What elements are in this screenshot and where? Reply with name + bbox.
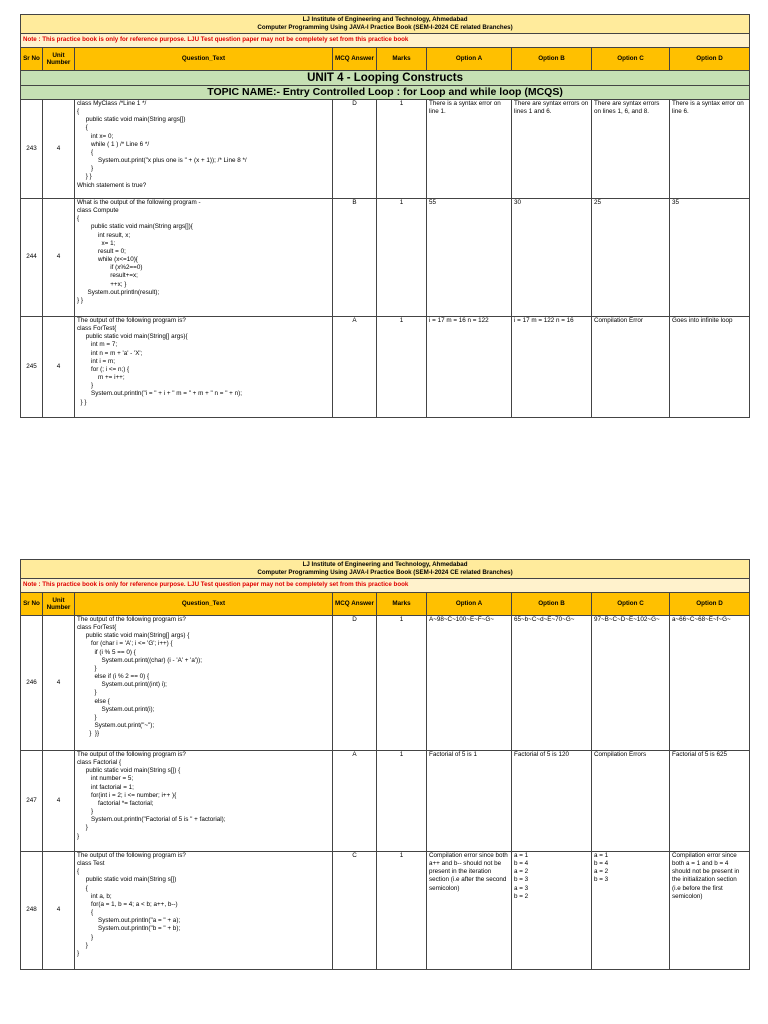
text-line: }: [77, 165, 94, 173]
text-line: System.out.println("i = " + i + " m = " + m + " n = " + n);: [77, 390, 242, 398]
text-line: System.out.print("~");: [77, 722, 155, 730]
text-line: public static void main(String s[]): [77, 876, 177, 884]
text-line: class ForTest{: [77, 325, 117, 333]
col-unit-number: Unit Number: [43, 593, 75, 616]
text-line: while ( 1 ) /* Line 6 */: [77, 140, 150, 148]
text-line: {: [77, 124, 88, 132]
text-line: for(int i = 2; i <= number; i++ ){: [77, 791, 177, 799]
text-line: for (; i <= n;) {: [77, 365, 130, 373]
text-line: System.out.println("b = " + b);: [77, 925, 181, 933]
marks: 1: [377, 616, 427, 751]
text-line: result = 0;: [77, 247, 126, 255]
text-line: {: [77, 215, 80, 223]
option-d: Compilation error since both a = 1 and b = 4 should not be present in the initialization section (i.e before the first semicolon): [670, 852, 750, 970]
text-line: for (char i = 'A'; i <= 'G'; i++) {: [77, 640, 173, 648]
question-table: [20, 14, 750, 418]
book-title: Computer Programming Using JAVA-I Practice Book (SEM-I-2024 CE related Branches): [257, 24, 513, 31]
text-line: } }: [77, 398, 87, 406]
question-text: [75, 317, 333, 418]
text-line: int number = 5;: [77, 775, 134, 783]
question-text: [75, 199, 333, 317]
text-line: }: [77, 382, 94, 390]
option-b: Factorial of 5 is 120: [512, 751, 592, 852]
option-a: i = 17 m = 16 n = 122: [427, 317, 512, 418]
option-d: Factorial of 5 is 625: [670, 751, 750, 852]
marks: 1: [377, 317, 427, 418]
marks: 1: [377, 100, 427, 199]
marks: 1: [377, 852, 427, 970]
text-line: } }: [77, 296, 83, 304]
col-option-d: Option D: [670, 593, 750, 616]
text-line: if (x%2==0): [77, 264, 143, 272]
text-line: public static void main(String args[]){: [77, 223, 193, 231]
option-d: 35: [670, 199, 750, 317]
text-line: a = 3: [514, 884, 529, 892]
disclaimer-note: Note : This practice book is only for reference purpose. LJU Test question paper may not be completely set from this practice book: [21, 34, 750, 48]
option-c: 97~B~C~D~E~102~G~: [592, 616, 670, 751]
text-line: }: [77, 824, 88, 832]
option-b: [512, 852, 592, 970]
option-d: a~66~C~68~E~f~G~: [670, 616, 750, 751]
text-line: System.out.println(result);: [77, 288, 160, 296]
institute-name: LJ Institute of Engineering and Technology, Ahmedabad: [302, 16, 468, 23]
option-b: 65~b~C~d~E~70~G~: [512, 616, 592, 751]
option-a: Compilation error since both a++ and b-- should not be present in the iteration section (i.e after the second semicolon): [427, 852, 512, 970]
text-line: factorial *= factorial;: [77, 799, 154, 807]
text-line: class Test: [77, 860, 105, 868]
text-line: int n = m + 'a' - 'X';: [77, 349, 143, 357]
unit-number: 4: [43, 852, 75, 970]
text-line: a = 1: [594, 852, 609, 859]
question-text: [75, 616, 333, 751]
sr-no: 244: [21, 199, 43, 317]
unit-number: 4: [43, 751, 75, 852]
col-option-a: Option A: [427, 48, 512, 71]
text-line: a = 1: [514, 852, 529, 859]
text-line: The output of the following program is?: [77, 852, 186, 859]
text-line: public static void main(String args[]): [77, 116, 186, 124]
text-line: public static void main(String s[]) {: [77, 767, 181, 775]
col-question-text: Question_Text: [75, 48, 333, 71]
table-row: [21, 751, 750, 852]
text-line: b = 2: [514, 892, 529, 900]
option-d: There is a syntax error on line 6.: [670, 100, 750, 199]
text-line: {: [77, 884, 88, 892]
col-option-b: Option B: [512, 593, 592, 616]
col-option-a: Option A: [427, 593, 512, 616]
option-d: Goes into infinite loop: [670, 317, 750, 418]
text-line: The output of the following program is?: [77, 317, 186, 324]
text-line: System.out.print((char) (i - 'A' + 'a'));: [77, 656, 203, 664]
text-line: }: [77, 832, 80, 840]
option-c: Compilation Errors: [592, 751, 670, 852]
marks: 1: [377, 751, 427, 852]
option-c: Compilation Error: [592, 317, 670, 418]
question-text: [75, 751, 333, 852]
text-line: } }: [77, 173, 92, 181]
option-b: 30: [512, 199, 592, 317]
text-line: }: [77, 689, 97, 697]
text-line: int x= 0;: [77, 132, 114, 140]
text-line: }: [77, 949, 80, 957]
sr-no: 248: [21, 852, 43, 970]
text-line: }: [77, 941, 88, 949]
col-unit-number: Unit Number: [43, 48, 75, 71]
col-option-d: Option D: [670, 48, 750, 71]
text-line: class Compute: [77, 207, 119, 215]
text-line: int factorial = 1;: [77, 783, 134, 791]
text-line: a = 2: [594, 868, 609, 876]
text-line: x= 1;: [77, 239, 116, 247]
option-c: 25: [592, 199, 670, 317]
mcq-answer: A: [333, 317, 377, 418]
book-title: Computer Programming Using JAVA-I Practice Book (SEM-I-2024 CE related Branches): [257, 569, 513, 576]
col-option-c: Option C: [592, 48, 670, 71]
text-line: int i = m;: [77, 357, 115, 365]
text-line: class MyClass /*Line 1 */: [77, 100, 147, 107]
topic-title: TOPIC NAME:- Entry Controlled Loop : for Loop and while loop (MCQS): [21, 86, 750, 100]
option-a: Factorial of 5 is 1: [427, 751, 512, 852]
table-row: [21, 100, 750, 199]
document-header: [21, 560, 750, 579]
disclaimer-note: Note : This practice book is only for reference purpose. LJU Test question paper may not be completely set from this practice book: [21, 579, 750, 593]
question-text: [75, 100, 333, 199]
unit-number: 4: [43, 317, 75, 418]
mcq-answer: C: [333, 852, 377, 970]
text-line: {: [77, 868, 80, 876]
sr-no: 245: [21, 317, 43, 418]
col-marks: Marks: [377, 48, 427, 71]
text-line: b = 3: [594, 876, 609, 884]
text-line: }: [77, 933, 94, 941]
sheet-page-2: [20, 559, 749, 970]
col-marks: Marks: [377, 593, 427, 616]
mcq-answer: B: [333, 199, 377, 317]
text-line: }: [77, 664, 97, 672]
table-row: [21, 616, 750, 751]
unit-number: 4: [43, 100, 75, 199]
question-table: [20, 559, 750, 970]
question-text: [75, 852, 333, 970]
text-line: public static void main(String[] args){: [77, 333, 188, 341]
text-line: while (x<=10){: [77, 256, 138, 264]
sr-no: 246: [21, 616, 43, 751]
text-line: class ForTest{: [77, 624, 117, 632]
text-line: else if (i % 2 == 0) {: [77, 673, 150, 681]
option-b: i = 17 m = 122 n = 16: [512, 317, 592, 418]
text-line: b = 3: [514, 876, 529, 884]
text-line: } }}: [77, 730, 100, 738]
text-line: ++x; }: [77, 280, 127, 288]
option-b: There are syntax errors on lines 1 and 6.: [512, 100, 592, 199]
mcq-answer: D: [333, 100, 377, 199]
text-line: System.out.println("a = " + a);: [77, 917, 181, 925]
text-line: }: [77, 808, 94, 816]
col-mcq-answer: MCQ Answer: [333, 593, 377, 616]
text-line: int a, b;: [77, 892, 112, 900]
text-line: public static void main(String[] args) {: [77, 632, 190, 640]
mcq-answer: A: [333, 751, 377, 852]
unit-title: UNIT 4 - Looping Constructs: [21, 71, 750, 86]
col-sr-no: Sr No: [21, 48, 43, 71]
text-line: b = 4: [594, 860, 609, 868]
mcq-answer: D: [333, 616, 377, 751]
marks: 1: [377, 199, 427, 317]
text-line: Which statement is true?: [77, 181, 147, 189]
col-option-b: Option B: [512, 48, 592, 71]
option-c: There are syntax errors on lines 1, 6, and 8.: [592, 100, 670, 199]
column-header-row: [21, 48, 750, 71]
table-row: [21, 199, 750, 317]
unit-number: 4: [43, 199, 75, 317]
option-a: 55: [427, 199, 512, 317]
unit-number: 4: [43, 616, 75, 751]
text-line: int result, x;: [77, 231, 131, 239]
text-line: result+=x;: [77, 272, 138, 280]
text-line: The output of the following program is?: [77, 751, 186, 758]
col-option-c: Option C: [592, 593, 670, 616]
table-row: [21, 317, 750, 418]
text-line: a = 2: [514, 868, 529, 876]
text-line: System.out.print((int) i);: [77, 681, 167, 689]
text-line: What is the output of the following program -: [77, 199, 201, 206]
text-line: }: [77, 713, 97, 721]
text-line: b = 4: [514, 860, 529, 868]
text-line: System.out.print("x plus one is " + (x + 1)); /* Line 8 */: [77, 157, 247, 165]
table-row: [21, 852, 750, 970]
option-c: [592, 852, 670, 970]
text-line: else {: [77, 697, 110, 705]
option-a: A~98~C~100~E~F~G~: [427, 616, 512, 751]
text-line: class Factorial {: [77, 759, 122, 767]
col-mcq-answer: MCQ Answer: [333, 48, 377, 71]
text-line: int m = 7;: [77, 341, 118, 349]
text-line: System.out.print(i);: [77, 705, 155, 713]
text-line: {: [77, 148, 94, 156]
text-line: m += i++;: [77, 374, 125, 382]
col-question-text: Question_Text: [75, 593, 333, 616]
sr-no: 243: [21, 100, 43, 199]
text-line: {: [77, 108, 80, 116]
institute-name: LJ Institute of Engineering and Technology, Ahmedabad: [302, 561, 468, 568]
col-sr-no: Sr No: [21, 593, 43, 616]
text-line: System.out.println("Factorial of 5 is " + factorial);: [77, 816, 226, 824]
document-header: [21, 15, 750, 34]
text-line: The output of the following program is?: [77, 616, 186, 623]
text-line: for(a = 1, b = 4; a < b; a++, b--): [77, 900, 178, 908]
column-header-row: [21, 593, 750, 616]
option-a: There is a syntax error on line 1.: [427, 100, 512, 199]
text-line: {: [77, 909, 94, 917]
sheet-page-1: [20, 14, 749, 418]
sr-no: 247: [21, 751, 43, 852]
text-line: if (i % 5 == 0) {: [77, 648, 136, 656]
